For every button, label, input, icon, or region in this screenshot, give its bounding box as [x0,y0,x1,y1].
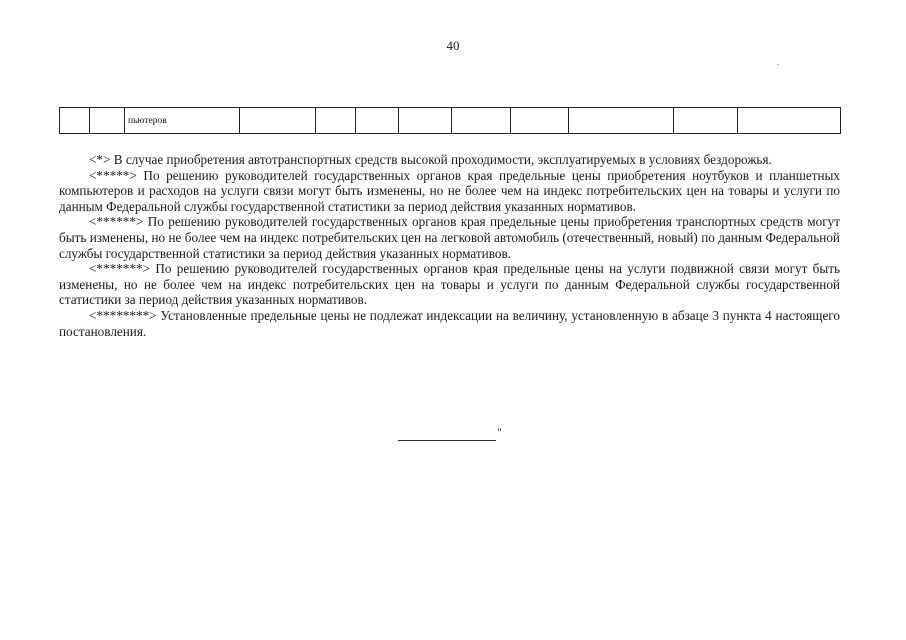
table-cell [738,108,841,134]
footnote-5: <*****> По решению руководителей государственных органов края предельные цены приобретения ноутбуков и планшетных компьютеров и расходов на услуги связи могут быть изменены, но не более чем на индекс потребительских цен на товары и услуги по данным Федеральной службы государственной статистики за период действия указанных нормативов. [59,167,840,214]
table-cell [399,108,452,134]
table-row [60,108,841,134]
table-cell [452,108,511,134]
table-cell [90,108,125,134]
table-cell [356,108,399,134]
footnote-6: <******> По решению руководителей государственных органов края предельные цены приобретения транспортных средств могут быть изменены, но не более чем на индекс потребительских цен на легковой автомобиль (отечественный, новый) по данным Федеральной службы государственной статистики за период действия указанных нормативов. [59,214,840,261]
table-cell [569,108,674,134]
table-cell [511,108,569,134]
table-cell [674,108,738,134]
scan-speck [777,64,779,65]
page-number: 40 [446,38,460,53]
footnotes [59,152,840,339]
closing-rule [398,426,496,441]
table-cell: пьютеров [125,108,240,134]
footnote-8: <********> Установленные предельные цены не подлежат индексации на величину, установленную в абзаце 3 пункта 4 настоящего постановления. [59,307,840,339]
footnote-1: <*> В случае приобретения автотранспортных средств высокой проходимости, эксплуатируемых в условиях бездорожья. [89,152,772,167]
table-cell [60,108,90,134]
table-fragment [59,107,841,134]
closing-quote-mark: " [497,425,502,439]
table-cell [316,108,356,134]
table-cell [240,108,316,134]
closing-line [398,425,502,441]
footnote-7: <*******> По решению руководителей государственных органов края предельные цены на услуги подвижной связи могут быть изменены, но не более чем на индекс потребительских цен на товары и услуги по данным Федеральной службы государственной статистики за период действия указанных нормативов. [59,261,840,308]
